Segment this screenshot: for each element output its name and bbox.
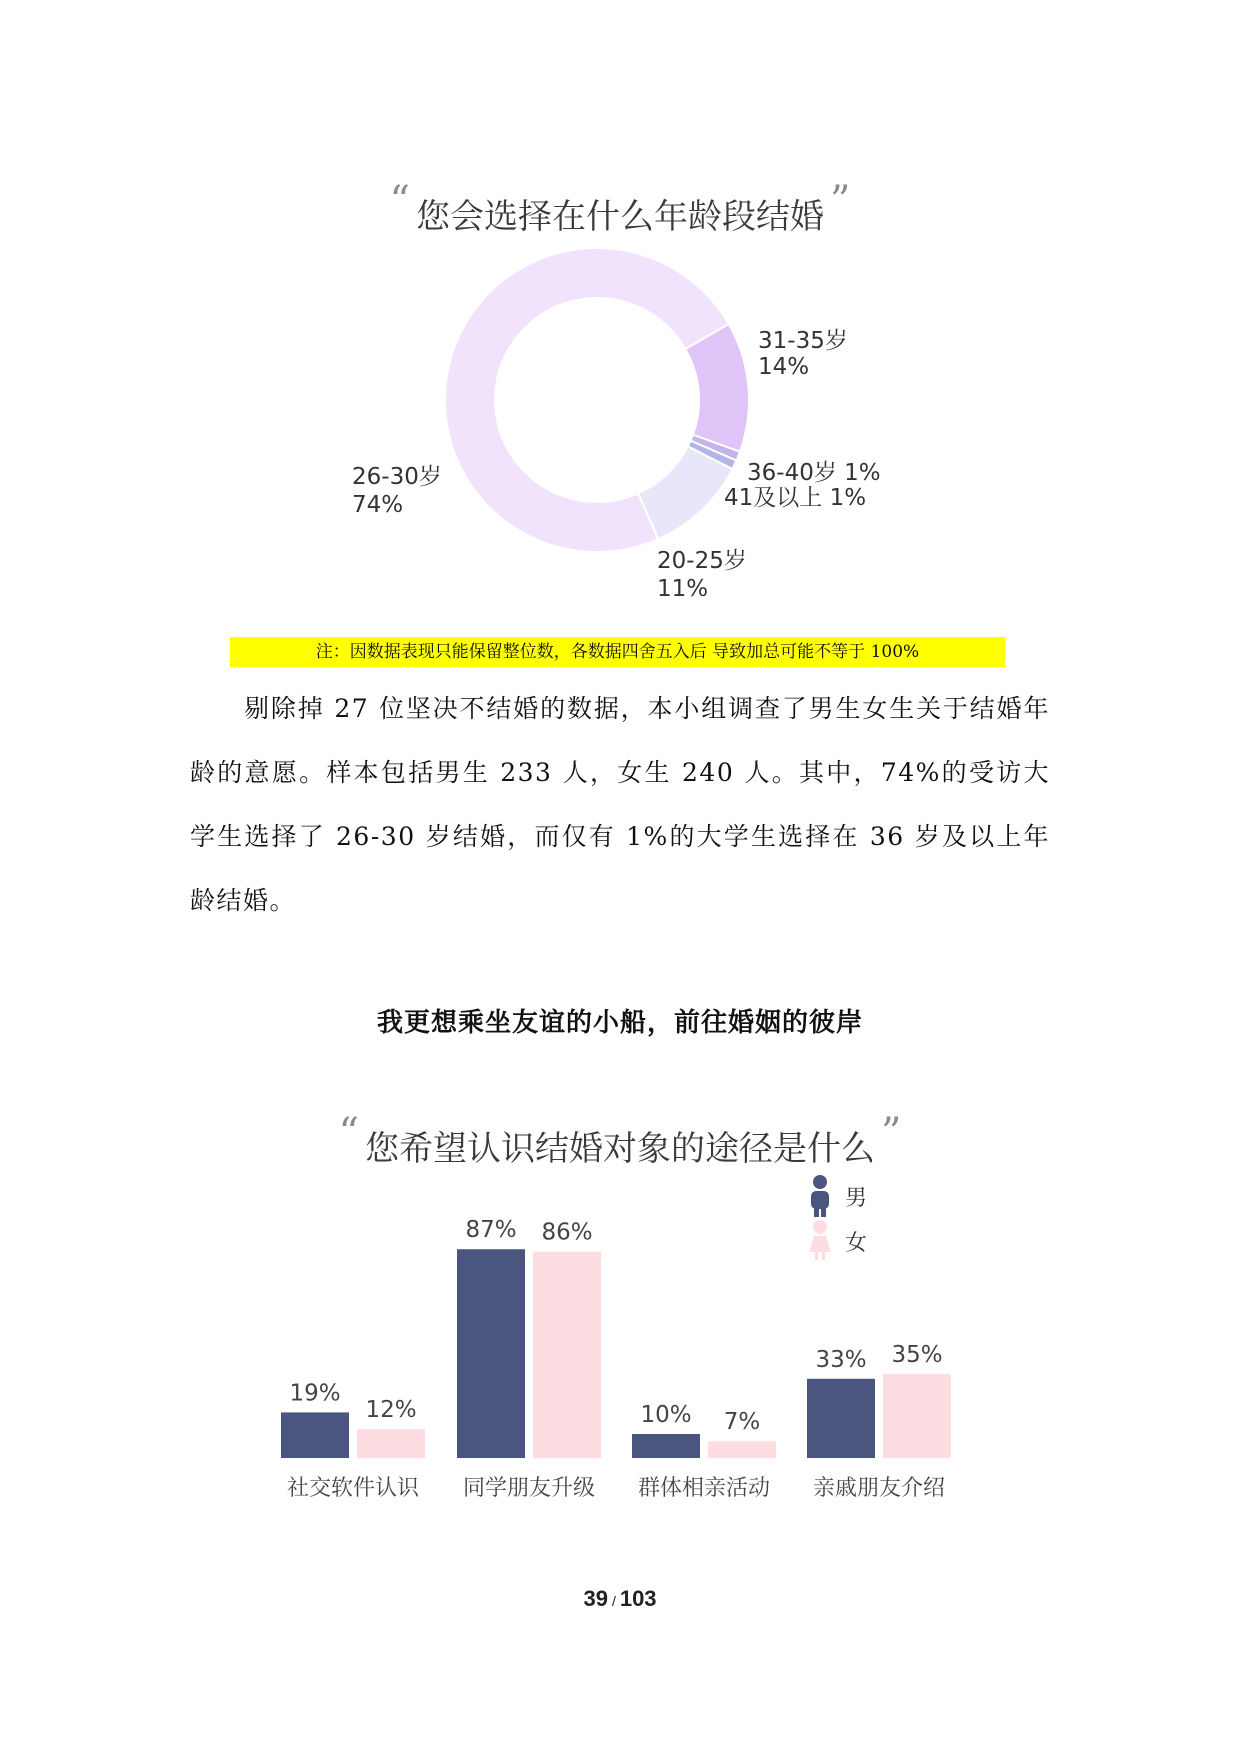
bar-title-text: 您希望认识结婚对象的途径是什么	[365, 1129, 875, 1169]
bar-female-0	[357, 1429, 425, 1458]
bar-value-label: 86%	[541, 1219, 593, 1246]
donut-label-name-0: 31-35岁	[758, 328, 848, 354]
category-label: 社交软件认识	[286, 1476, 420, 1501]
category-label: 群体相亲活动	[637, 1476, 771, 1501]
bar-female-3	[883, 1374, 951, 1458]
legend-female-label: 女	[845, 1231, 868, 1256]
bar-value-label: 10%	[640, 1402, 692, 1428]
bar-value-label: 7%	[723, 1409, 761, 1436]
page-current: 39	[583, 1586, 608, 1611]
page-separator: /	[611, 1593, 616, 1609]
footnote: 注：因数据表现只能保留整位数，各数据四舍五入后 导致加总可能不等于 100%	[230, 637, 1005, 667]
bar-male-1	[457, 1249, 525, 1458]
open-quote-icon: “	[338, 1110, 359, 1156]
legend-male-label: 男	[845, 1186, 868, 1211]
page-total: 103	[619, 1586, 657, 1611]
close-quote-icon: ”	[830, 178, 851, 224]
category-label: 亲戚朋友介绍	[812, 1476, 946, 1501]
bar-female-1	[533, 1252, 601, 1458]
male-person-icon	[811, 1175, 829, 1217]
bar-value-label: 12%	[365, 1397, 417, 1424]
bar-male-0	[281, 1412, 349, 1458]
donut-label-name-4: 26-30岁	[352, 464, 442, 490]
donut-label-name-3: 20-25岁	[657, 548, 747, 574]
bar-male-2	[632, 1434, 700, 1458]
category-label: 同学朋友升级	[462, 1476, 596, 1501]
donut-label-value-0: 14%	[758, 354, 810, 380]
close-quote-icon: ”	[881, 1110, 902, 1156]
bar-female-2	[708, 1441, 776, 1458]
bar-male-3	[807, 1379, 875, 1458]
donut-label-1: 36-40岁 1%	[747, 460, 881, 486]
bar-value-label: 35%	[891, 1342, 943, 1368]
page-number	[0, 1586, 1240, 1612]
section-heading: 我更想乘坐友谊的小船，前往婚姻的彼岸	[376, 1008, 863, 1038]
donut-label-value-3: 11%	[657, 576, 709, 602]
bar-value-label: 19%	[289, 1380, 341, 1407]
bar-value-label: 87%	[465, 1217, 517, 1244]
open-quote-icon: “	[389, 178, 410, 224]
donut-title-text: 您会选择在什么年龄段结婚	[416, 197, 824, 237]
female-person-icon	[809, 1220, 831, 1260]
body-paragraph: 剔除掉 27 位坚决不结婚的数据，本小组调查了男生女生关于结婚年龄的意愿。样本包括男生 233 人，女生 240 人。其中，74%的受访大学生选择了 26-30 岁结婚，而仅有 1%的大学生选择在 36 岁及以上年龄结婚。	[190, 694, 1050, 915]
donut-label-2: 41及以上 1%	[724, 485, 867, 511]
bar-value-label: 33%	[815, 1346, 867, 1373]
donut-label-value-4: 74%	[352, 492, 404, 518]
